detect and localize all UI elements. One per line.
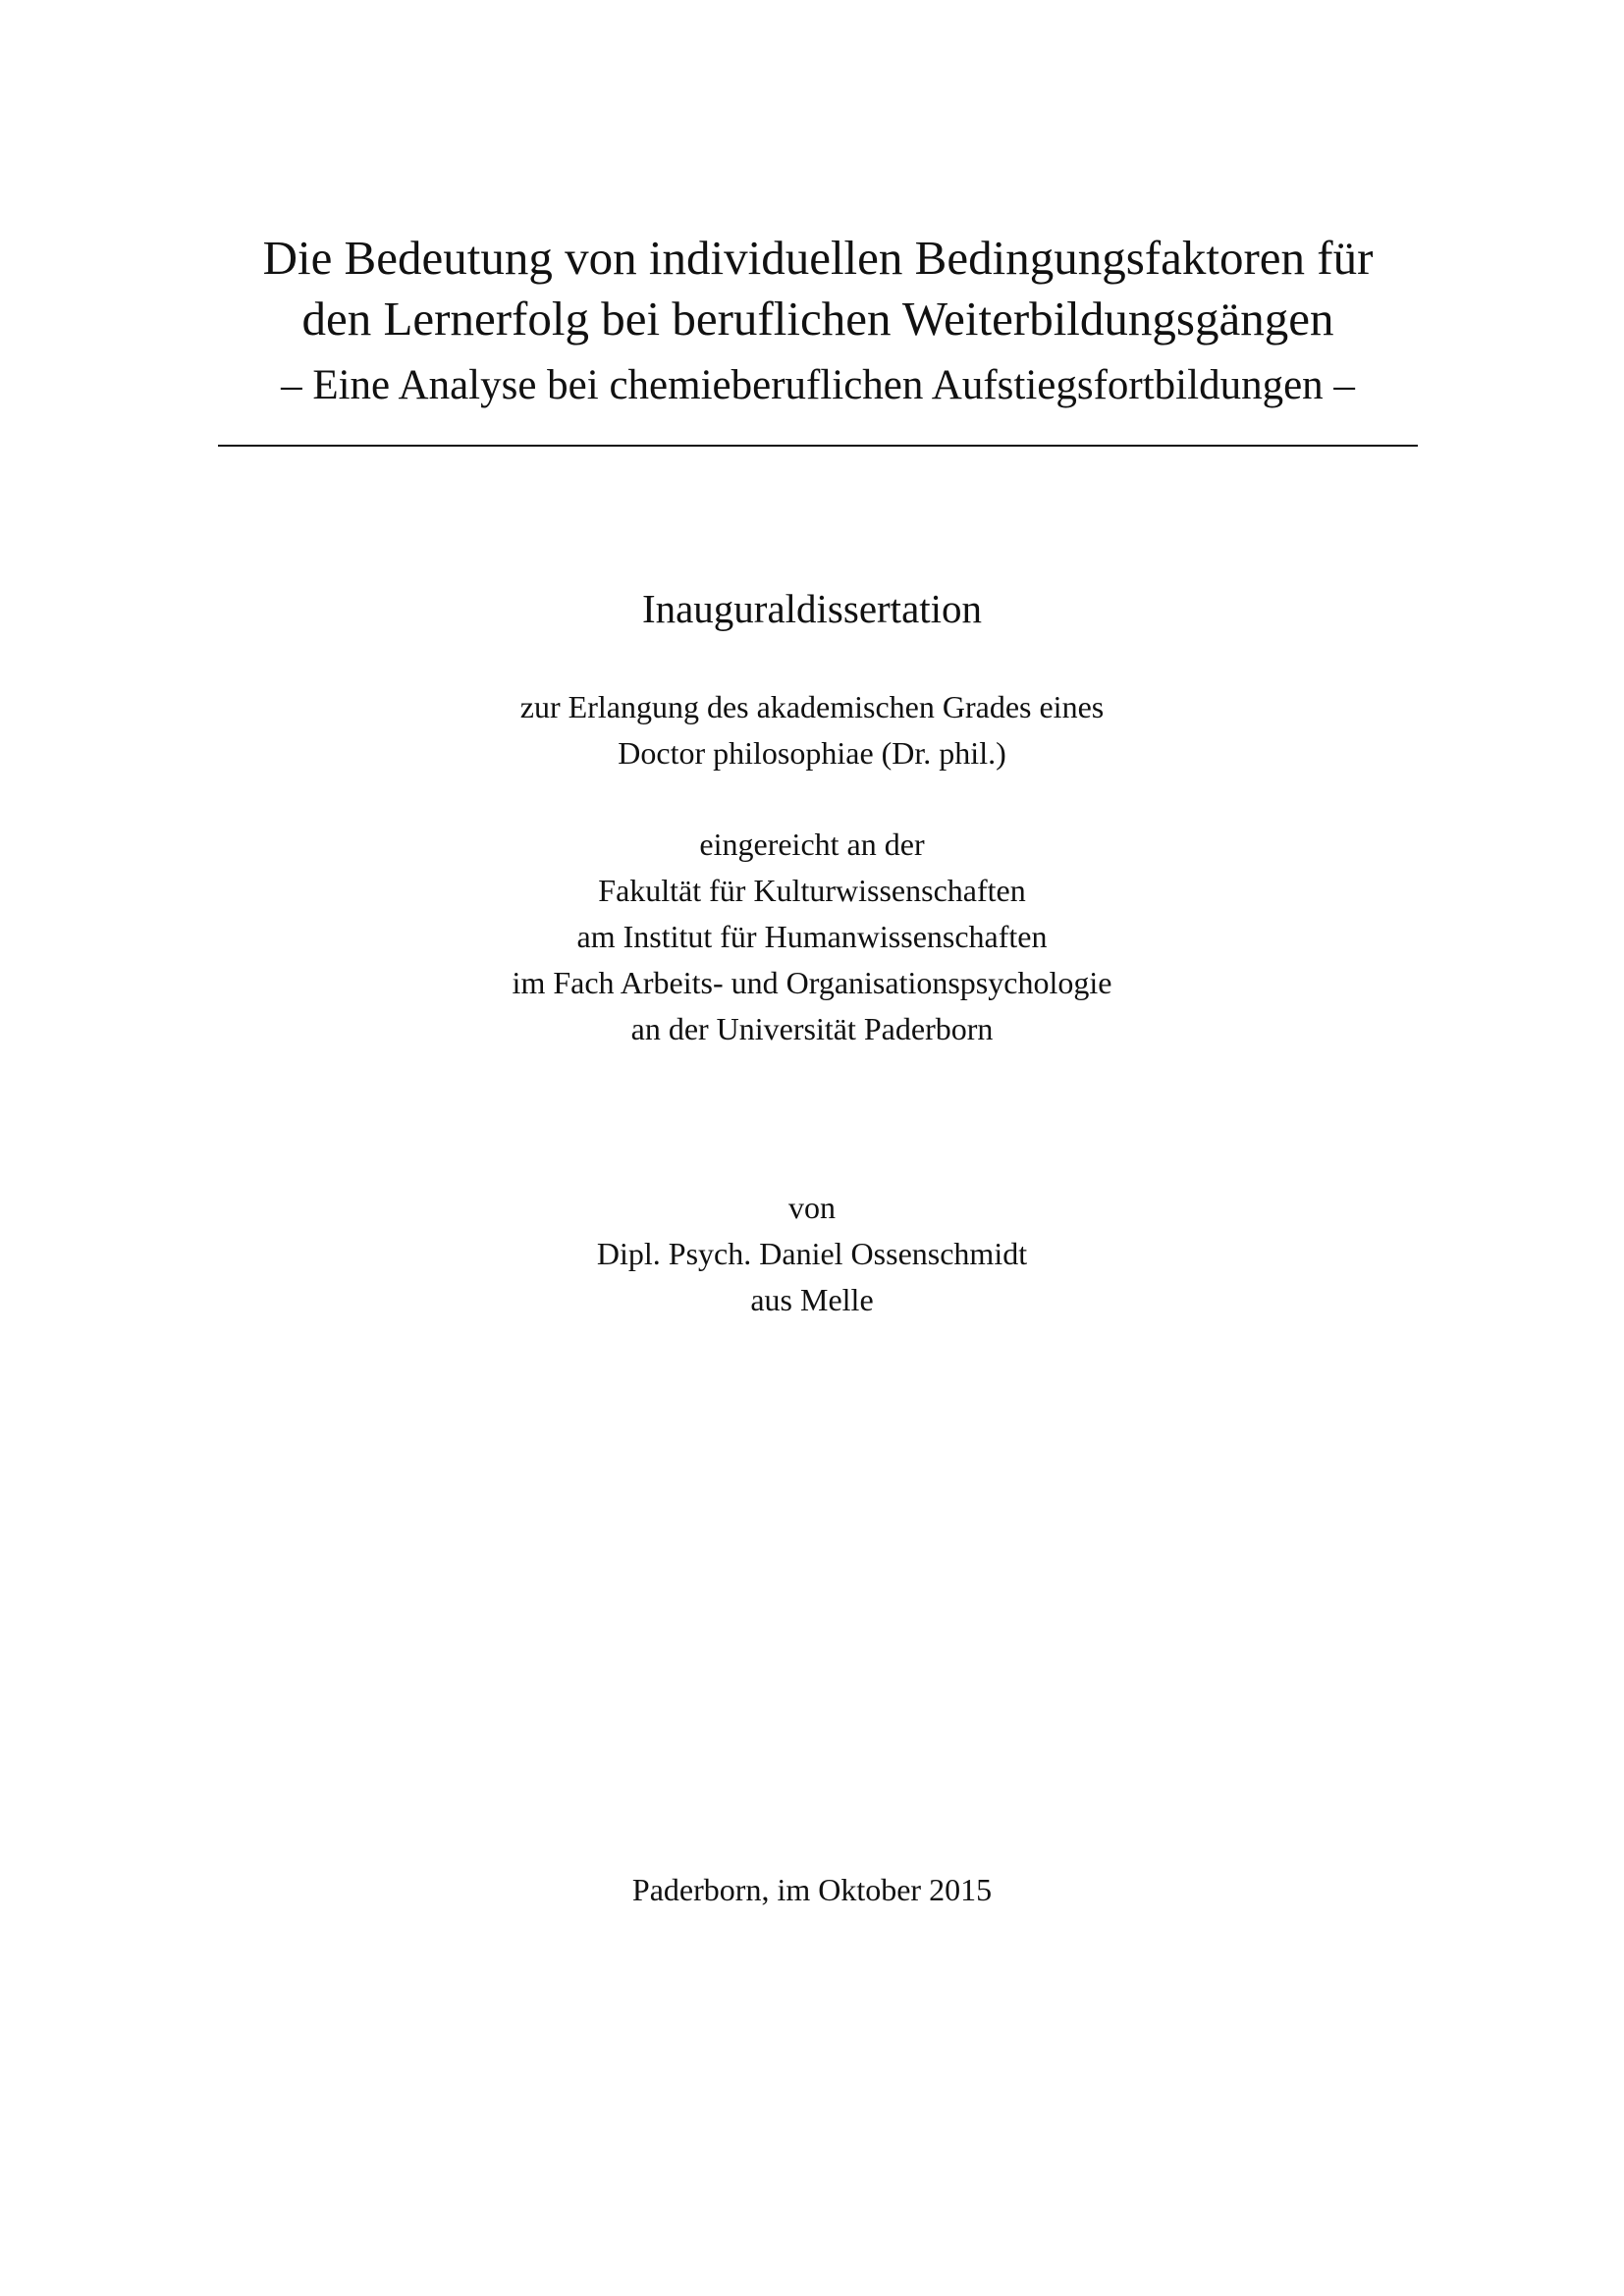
submitted-line-1: eingereicht an der — [699, 827, 925, 862]
submitted-line-2: Fakultät für Kulturwissenschaften — [598, 873, 1026, 908]
submitted-line-5: an der Universität Paderborn — [630, 1011, 994, 1046]
submitted-line-4: im Fach Arbeits- und Organisationspsychologie — [512, 965, 1112, 1000]
title-divider — [218, 445, 1418, 447]
place-date: Paderborn, im Oktober 2015 — [631, 1872, 993, 1907]
author-block — [0, 1185, 1624, 1323]
author-origin: aus Melle — [750, 1282, 874, 1317]
purpose-line-2: Doctor philosophiae (Dr. phil.) — [618, 735, 1006, 771]
degree-purpose — [0, 684, 1624, 776]
subtitle: – Eine Analyse bei chemieberuflichen Aufstiegsfortbildungen – — [281, 362, 1355, 408]
submitted-line-3: am Institut für Humanwissenschaften — [576, 919, 1048, 954]
document-type: Inauguraldissertation — [641, 586, 983, 631]
title-line-1: Die Bedeutung von individuellen Bedingungsfaktoren für — [262, 231, 1374, 285]
purpose-line-1: zur Erlangung des akademischen Grades eines — [519, 689, 1105, 724]
author-by: von — [788, 1190, 836, 1225]
title-block — [218, 228, 1418, 412]
submission-info — [0, 822, 1624, 1052]
title-line-2: den Lernerfolg bei beruflichen Weiterbildungsgängen — [301, 292, 1334, 346]
author-name: Dipl. Psych. Daniel Ossenschmidt — [596, 1236, 1028, 1271]
